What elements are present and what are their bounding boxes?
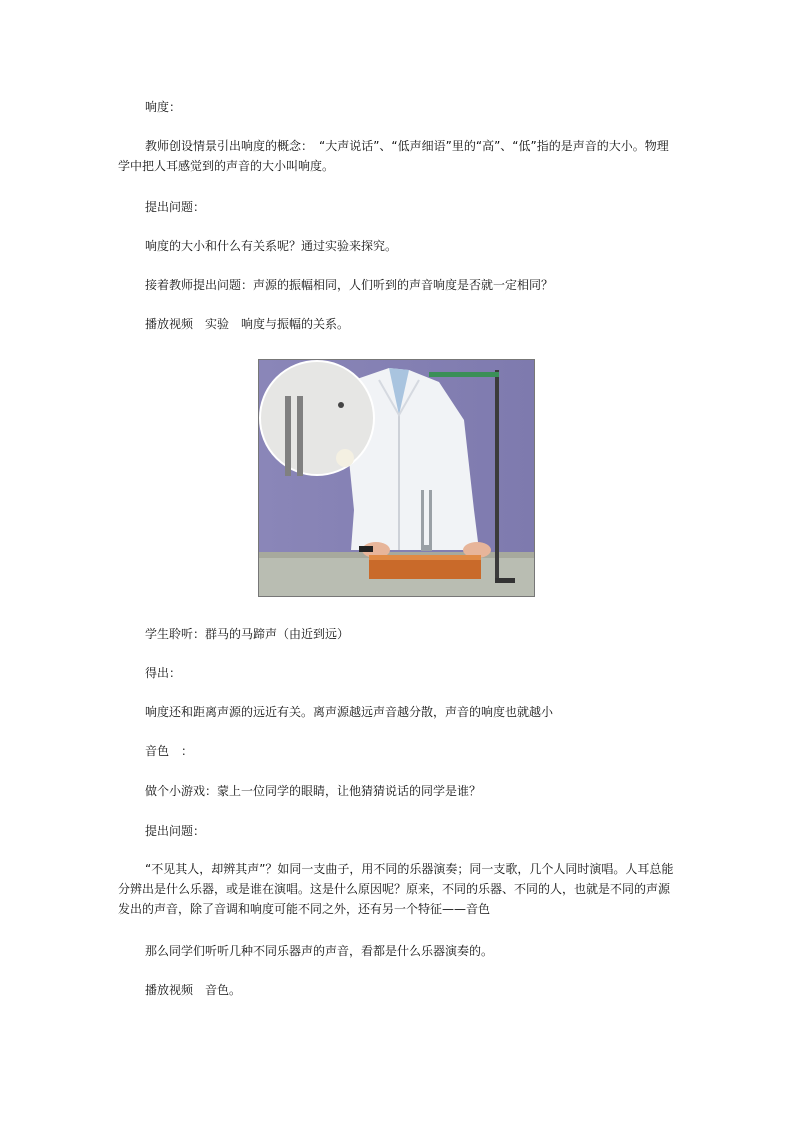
paragraph-question-label: 提出问题： xyxy=(145,200,206,214)
heading-loudness: 响度： xyxy=(145,100,182,114)
paragraph-teacher-question: 接着教师提出问题：声源的振幅相同，人们听到的声音响度是否就一定相同？ xyxy=(145,278,554,292)
paragraph-conclusion-label: 得出： xyxy=(145,666,182,680)
tuning-fork-experiment-image xyxy=(259,360,535,597)
paragraph-game: 做个小游戏：蒙上一位同学的眼睛，让他猜猜说话的同学是谁？ xyxy=(145,784,482,798)
paragraph-question: 响度的大小和什么有关系呢？通过实验来探究。 xyxy=(145,239,398,253)
paragraph-question-label-2: 提出问题： xyxy=(145,824,206,838)
heading-timbre: 音色 ： xyxy=(145,744,194,758)
paragraph-video-experiment: 播放视频 实验 响度与振幅的关系。 xyxy=(145,317,350,331)
paragraph-listen: 学生聆听：群马的马蹄声（由近到远） xyxy=(145,627,350,641)
paragraph-video-timbre: 播放视频 音色。 xyxy=(145,983,242,997)
paragraph-concept: 教师创设情景引出响度的概念： “大声说话”、“低声细语”里的“高”、“低”指的是声音的大小。物理学中把人耳感觉到的声音的大小叫响度。 xyxy=(118,139,669,173)
experiment-photo xyxy=(258,359,535,597)
paragraph-instruments: 那么同学们听听几种不同乐器声的声音，看都是什么乐器演奏的。 xyxy=(145,944,494,958)
paragraph-conclusion: 响度还和距离声源的远近有关。离声源越远声音越分散，声音的响度也就越小 xyxy=(145,705,554,719)
paragraph-timbre-explanation: “不见其人，却辨其声”？如同一支曲子，用不同的乐器演奏；同一支歌，几个人同时演唱。人耳总能分辨出是什么乐器，或是谁在演唱。这是什么原因呢？原来，不同的乐器、不同的人，也就是不同的声源发出的声音，除了音调和响度可能不同之外，还有另一个特征——音色 xyxy=(118,862,674,916)
